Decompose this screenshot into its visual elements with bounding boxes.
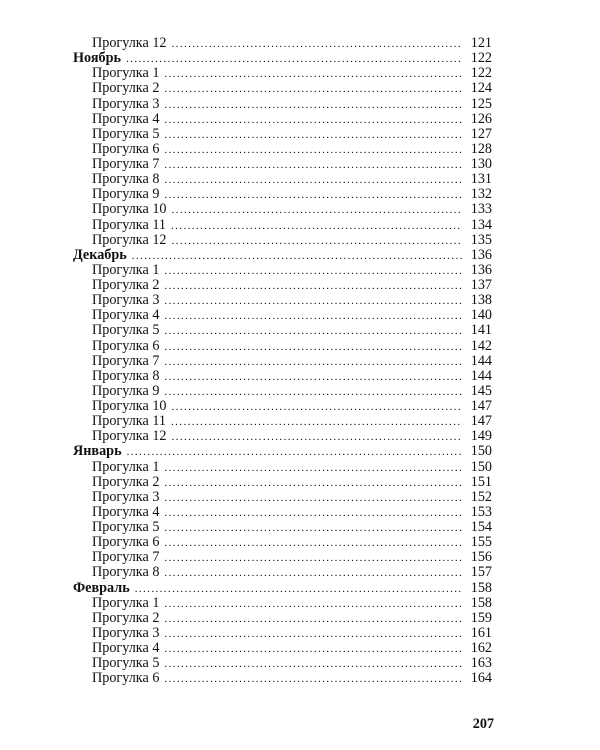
toc-walk-entry [73,611,492,626]
toc-entry-title: Прогулка 8 [92,171,160,188]
toc-entry-page: 136 [470,261,492,278]
dot-leader [164,566,462,581]
dot-leader [172,400,462,415]
dot-leader [135,582,462,597]
toc-entry-title: Прогулка 7 [92,156,160,172]
dot-leader [164,627,462,642]
dot-leader [164,491,462,506]
dot-leader [164,461,462,476]
toc-walk-entry [73,127,492,142]
dot-leader [164,173,462,188]
dot-leader [127,445,462,460]
toc-entry-title: Прогулка 4 [92,640,160,656]
toc-entry-page: 122 [470,50,492,67]
toc-walk-entry [73,142,492,157]
toc-entry-page: 127 [470,125,492,142]
toc-entry-page: 158 [470,579,492,596]
toc-entry-page: 147 [470,398,492,414]
toc-entry-page: 164 [470,670,492,687]
toc-walk-entry [73,233,492,248]
dot-leader [164,324,462,339]
toc-month-entry [73,444,492,459]
toc-entry-page: 149 [470,428,492,445]
dot-leader [164,506,462,521]
dot-leader [164,279,462,294]
dot-leader [164,113,462,128]
toc-entry-title: Прогулка 5 [92,125,160,142]
toc-entry-page: 155 [470,534,492,551]
toc-entry-page: 137 [470,277,492,293]
toc-entry-title: Декабрь [73,246,127,263]
toc-entry-page: 121 [470,35,492,51]
dot-leader [164,188,462,203]
toc-entry-title: Февраль [73,579,130,596]
toc-entry-title: Прогулка 1 [92,458,160,475]
toc-walk-entry [73,97,492,112]
toc-entry-title: Прогулка 6 [92,534,160,551]
toc-walk-entry [73,81,492,96]
toc-entry-page: 151 [470,473,492,490]
toc-entry-page: 131 [470,171,492,188]
dot-leader [164,355,462,370]
toc-walk-entry [73,535,492,550]
toc-entry-title: Прогулка 2 [92,277,160,293]
toc-walk-entry [73,66,492,81]
toc-entry-page: 161 [470,624,492,641]
toc-walk-entry [73,641,492,656]
dot-leader [164,82,462,97]
toc-entry-title: Прогулка 8 [92,367,160,384]
toc-entry-title: Прогулка 6 [92,140,160,157]
toc-entry-page: 162 [470,640,492,656]
dot-leader [126,52,462,67]
toc-entry-page: 150 [470,458,492,475]
toc-entry-title: Прогулка 3 [92,488,160,505]
toc-entry-page: 147 [470,413,492,430]
toc-entry-page: 126 [470,110,492,127]
toc-walk-entry [73,505,492,520]
toc-walk-entry [73,414,492,429]
toc-walk-entry [73,112,492,127]
toc-entry-page: 154 [470,519,492,535]
dot-leader [172,234,462,249]
toc-entry-title: Ноябрь [73,50,122,67]
toc-walk-entry [73,565,492,580]
dot-leader [164,521,462,536]
toc-entry-title: Прогулка 10 [92,201,167,218]
dot-leader [172,203,462,218]
toc-month-entry [73,51,492,66]
toc-entry-title: Прогулка 7 [92,352,160,369]
toc-entry-title: Прогулка 7 [92,549,160,566]
toc-entry-page: 163 [470,655,492,672]
toc-entry-page: 124 [470,80,492,97]
toc-entry-title: Прогулка 3 [92,292,160,309]
toc-entry-title: Январь [73,443,122,460]
toc-walk-entry [73,218,492,233]
toc-walk-entry [73,490,492,505]
toc-entry-page: 144 [470,367,492,384]
toc-entry-page: 136 [470,246,492,263]
toc-entry-page: 156 [470,549,492,566]
toc-entry-page: 132 [470,186,492,203]
toc-entry-page: 142 [470,337,492,354]
toc-entry-title: Прогулка 9 [92,382,160,399]
toc-walk-entry [73,429,492,444]
dot-leader [164,340,462,355]
toc-walk-entry [73,278,492,293]
toc-walk-entry [73,369,492,384]
toc-entry-page: 135 [470,231,492,248]
toc-entry-page: 138 [470,292,492,309]
toc-entry-title: Прогулка 11 [92,216,166,233]
toc-entry-page: 130 [470,156,492,172]
toc-walk-entry [73,36,492,51]
dot-leader [171,415,462,430]
dot-leader [164,642,462,657]
toc-walk-entry [73,596,492,611]
toc-entry-title: Прогулка 8 [92,564,160,581]
toc-entry-title: Прогулка 2 [92,473,160,490]
toc-entry-title: Прогулка 1 [92,261,160,278]
toc-walk-entry [73,475,492,490]
dot-leader [164,370,462,385]
toc-walk-entry [73,656,492,671]
dot-leader [132,249,462,264]
dot-leader [164,385,462,400]
toc-walk-entry [73,354,492,369]
dot-leader [164,551,462,566]
toc-entry-title: Прогулка 11 [92,413,166,430]
toc-walk-entry [73,323,492,338]
page-number: 207 [472,716,494,732]
toc-walk-entry [73,293,492,308]
toc-entry-title: Прогулка 1 [92,65,160,82]
toc-entry-title: Прогулка 12 [92,231,167,248]
toc-walk-entry [73,384,492,399]
table-of-contents [73,36,492,686]
toc-walk-entry [73,263,492,278]
dot-leader [172,430,462,445]
toc-walk-entry [73,520,492,535]
dot-leader [164,158,462,173]
dot-leader [164,476,462,491]
dot-leader [164,67,462,82]
toc-walk-entry [73,157,492,172]
toc-walk-entry [73,339,492,354]
toc-entry-title: Прогулка 12 [92,35,167,51]
toc-entry-page: 157 [470,564,492,581]
toc-entry-page: 141 [470,322,492,339]
toc-walk-entry [73,187,492,202]
toc-entry-page: 122 [470,65,492,82]
dot-leader [164,98,462,113]
dot-leader [172,37,462,52]
toc-entry-page: 125 [470,95,492,112]
dot-leader [164,612,462,627]
toc-entry-title: Прогулка 5 [92,519,160,535]
dot-leader [164,128,462,143]
toc-entry-page: 140 [470,307,492,324]
toc-entry-title: Прогулка 5 [92,322,160,339]
toc-walk-entry [73,626,492,641]
toc-entry-page: 153 [470,503,492,520]
toc-entry-title: Прогулка 4 [92,503,160,520]
toc-entry-page: 145 [470,382,492,399]
toc-walk-entry [73,202,492,217]
toc-entry-page: 152 [470,488,492,505]
toc-entry-page: 128 [470,140,492,157]
toc-entry-title: Прогулка 9 [92,186,160,203]
toc-entry-page: 144 [470,352,492,369]
toc-entry-title: Прогулка 2 [92,609,160,626]
dot-leader [164,536,462,551]
toc-walk-entry [73,671,492,686]
toc-entry-title: Прогулка 4 [92,110,160,127]
toc-entry-title: Прогулка 10 [92,398,167,414]
dot-leader [164,309,462,324]
toc-entry-page: 159 [470,609,492,626]
toc-entry-page: 150 [470,443,492,460]
dot-leader [171,219,462,234]
toc-walk-entry [73,550,492,565]
toc-entry-title: Прогулка 3 [92,624,160,641]
toc-entry-title: Прогулка 12 [92,428,167,445]
toc-entry-title: Прогулка 4 [92,307,160,324]
toc-entry-title: Прогулка 6 [92,337,160,354]
dot-leader [164,672,462,687]
toc-entry-title: Прогулка 2 [92,80,160,97]
toc-walk-entry [73,460,492,475]
toc-entry-title: Прогулка 5 [92,655,160,672]
toc-entry-title: Прогулка 1 [92,594,160,611]
toc-walk-entry [73,172,492,187]
dot-leader [164,597,462,612]
dot-leader [164,294,462,309]
toc-entry-title: Прогулка 6 [92,670,160,687]
dot-leader [164,264,462,279]
toc-entry-title: Прогулка 3 [92,95,160,112]
toc-entry-page: 133 [470,201,492,218]
dot-leader [164,143,462,158]
toc-entry-page: 134 [470,216,492,233]
dot-leader [164,657,462,672]
toc-month-entry [73,248,492,263]
toc-walk-entry [73,399,492,414]
toc-walk-entry [73,308,492,323]
toc-entry-page: 158 [470,594,492,611]
toc-month-entry [73,581,492,596]
